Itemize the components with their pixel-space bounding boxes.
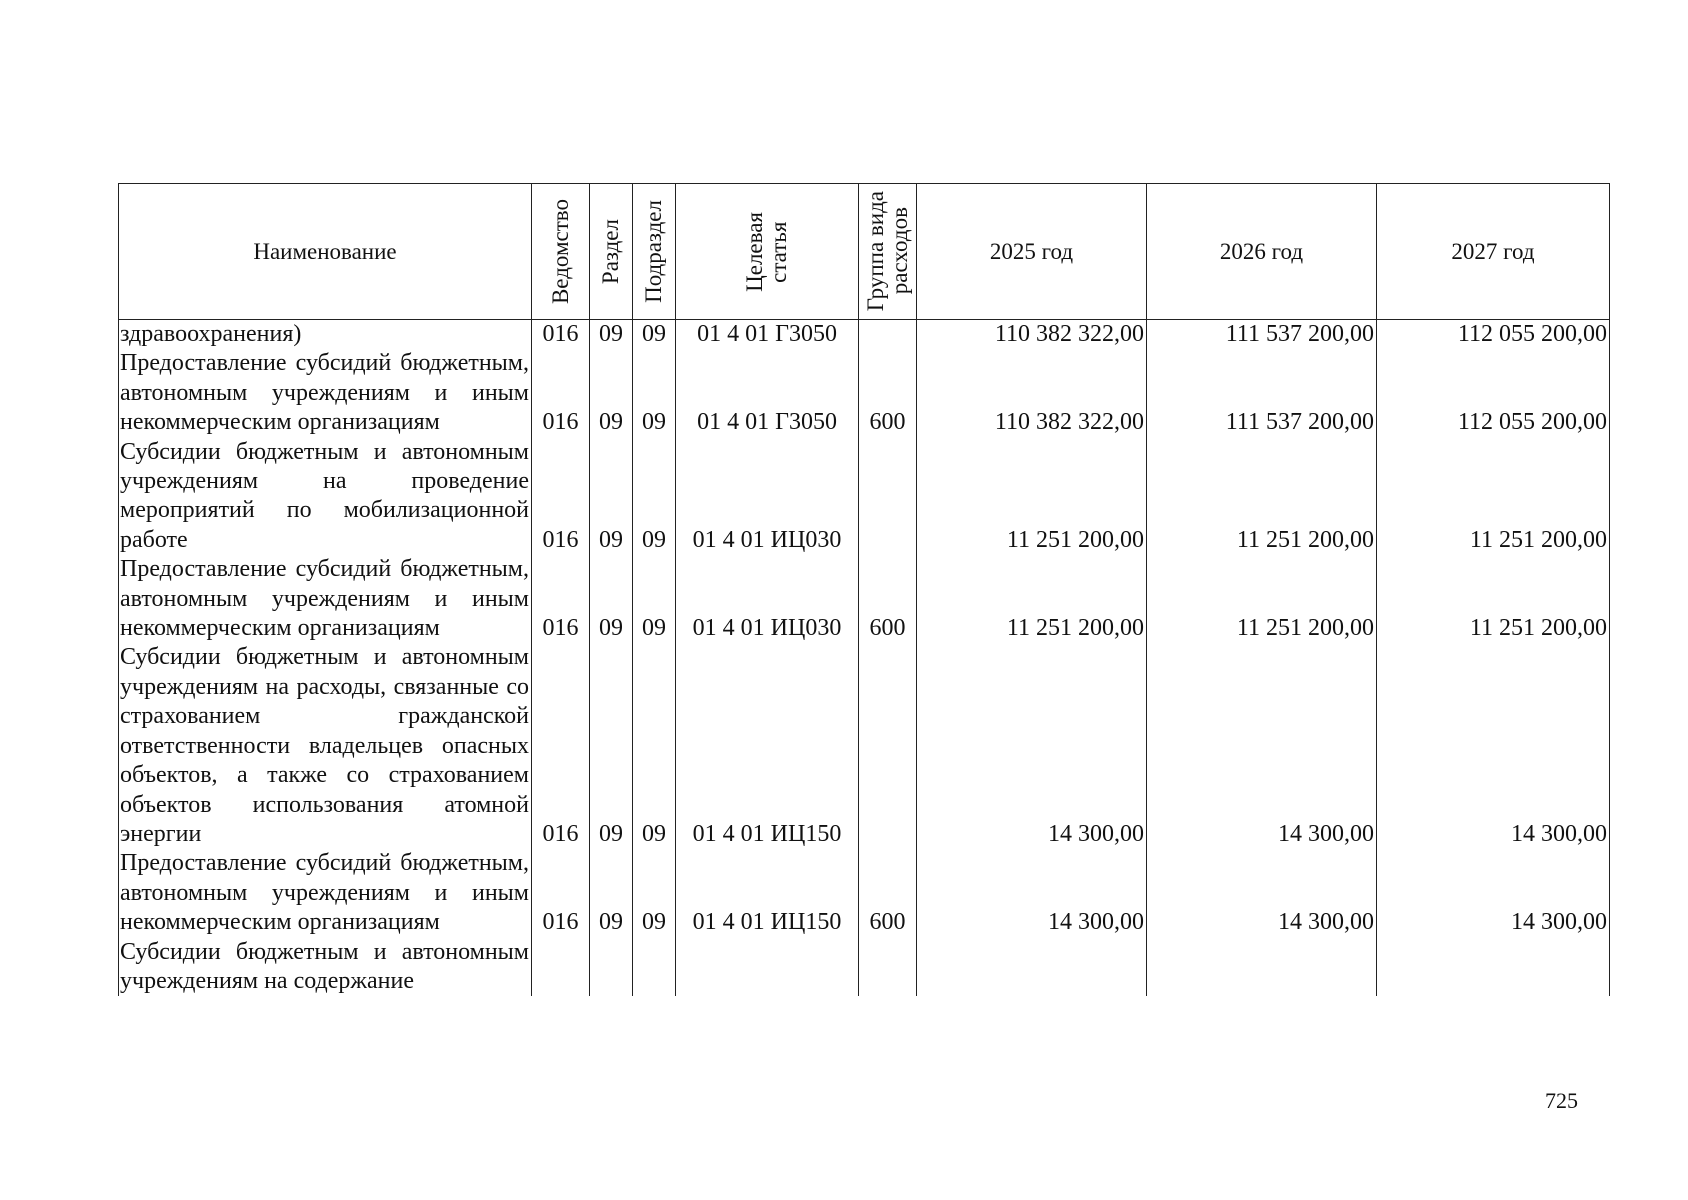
- row-name: Субсидии бюджетным и автономным учреждениям на содержание: [119, 938, 532, 997]
- header-section-label: Раздел: [598, 218, 623, 285]
- header-name: Наименование: [119, 184, 532, 320]
- row-expense-group: 600: [859, 555, 917, 643]
- row-amount-2025: 110 382 322,00: [917, 349, 1147, 437]
- row-amount-2025: 110 382 322,00: [917, 320, 1147, 350]
- row-subsection: 09: [633, 555, 676, 643]
- row-name: Субсидии бюджетным и автономным учреждениям на проведение мероприятий по мобилизационной работе: [119, 438, 532, 556]
- row-target-article: 01 4 01 ИЦ150: [676, 643, 859, 849]
- table-row: [119, 320, 1610, 350]
- row-department: 016: [532, 438, 590, 556]
- header-department: [532, 184, 590, 320]
- header-group-line1: Группа вида: [862, 191, 888, 312]
- row-department: 016: [532, 643, 590, 849]
- row-department: 016: [532, 555, 590, 643]
- row-amount-2026: 14 300,00: [1147, 643, 1377, 849]
- row-expense-group: [859, 643, 917, 849]
- header-subsection-label: Подраздел: [641, 200, 666, 303]
- header-target-line2: статья: [766, 220, 791, 283]
- header-subsection: [633, 184, 676, 320]
- row-department: 016: [532, 349, 590, 437]
- row-section: 09: [590, 643, 633, 849]
- row-expense-group: [859, 320, 917, 350]
- header-expense-group: [859, 184, 917, 320]
- row-subsection: 09: [633, 438, 676, 556]
- row-name: Субсидии бюджетным и автономным учреждениям на расходы, связанные со страхованием гражданской ответственности владельцев опасных объектов, а также со страхованием объектов использования атомной энергии: [119, 643, 532, 849]
- row-subsection: 09: [633, 320, 676, 350]
- row-target-article: 01 4 01 ИЦ030: [676, 555, 859, 643]
- row-subsection: 09: [633, 849, 676, 937]
- row-target-article: 01 4 01 Г3050: [676, 320, 859, 350]
- row-amount-2025: [917, 938, 1147, 997]
- row-subsection: 09: [633, 643, 676, 849]
- table-row: [119, 643, 1610, 849]
- row-department: [532, 938, 590, 997]
- row-name: Предоставление субсидий бюджетным, автономным учреждениям и иным некоммерческим организациям: [119, 849, 532, 937]
- header-department-label: Ведомство: [547, 198, 573, 305]
- row-subsection: [633, 938, 676, 997]
- row-amount-2026: 14 300,00: [1147, 849, 1377, 937]
- row-expense-group: 600: [859, 849, 917, 937]
- row-expense-group: [859, 938, 917, 997]
- row-amount-2027: 11 251 200,00: [1377, 555, 1610, 643]
- row-section: 09: [590, 320, 633, 350]
- header-year-2025: 2025 год: [917, 184, 1147, 320]
- row-amount-2027: [1377, 938, 1610, 997]
- table-row: [119, 849, 1610, 937]
- header-year-2026: 2026 год: [1147, 184, 1377, 320]
- row-name: Предоставление субсидий бюджетным, автономным учреждениям и иным некоммерческим организациям: [119, 555, 532, 643]
- budget-table: [118, 183, 1610, 996]
- header-target-article-label: [743, 212, 791, 292]
- header-year-2027: 2027 год: [1377, 184, 1610, 320]
- row-section: 09: [590, 555, 633, 643]
- header-section: [590, 184, 633, 320]
- row-amount-2026: 111 537 200,00: [1147, 320, 1377, 350]
- table-body: [119, 320, 1610, 997]
- row-amount-2027: 14 300,00: [1377, 849, 1610, 937]
- row-subsection: 09: [633, 349, 676, 437]
- header-expense-group-label: [864, 191, 912, 311]
- row-amount-2025: 14 300,00: [917, 849, 1147, 937]
- row-target-article: 01 4 01 ИЦ030: [676, 438, 859, 556]
- header-group-line2: расходов: [886, 207, 912, 296]
- table-row: [119, 555, 1610, 643]
- row-expense-group: [859, 438, 917, 556]
- row-amount-2027: 14 300,00: [1377, 643, 1610, 849]
- row-name: здравоохранения): [119, 320, 532, 350]
- table-row: [119, 938, 1610, 997]
- row-amount-2025: 14 300,00: [917, 643, 1147, 849]
- row-section: 09: [590, 349, 633, 437]
- header-target-line1: Целевая: [742, 211, 767, 292]
- table-header: [119, 184, 1610, 320]
- row-section: [590, 938, 633, 997]
- row-amount-2027: 112 055 200,00: [1377, 349, 1610, 437]
- row-department: 016: [532, 320, 590, 350]
- row-amount-2025: 11 251 200,00: [917, 555, 1147, 643]
- row-amount-2026: 111 537 200,00: [1147, 349, 1377, 437]
- row-section: 09: [590, 849, 633, 937]
- row-name: Предоставление субсидий бюджетным, автономным учреждениям и иным некоммерческим организациям: [119, 349, 532, 437]
- table-row: [119, 438, 1610, 556]
- row-target-article: [676, 938, 859, 997]
- row-amount-2026: 11 251 200,00: [1147, 438, 1377, 556]
- table-row: [119, 349, 1610, 437]
- row-amount-2026: 11 251 200,00: [1147, 555, 1377, 643]
- row-target-article: 01 4 01 Г3050: [676, 349, 859, 437]
- row-target-article: 01 4 01 ИЦ150: [676, 849, 859, 937]
- row-section: 09: [590, 438, 633, 556]
- header-target-article: [676, 184, 859, 320]
- page-number: 725: [1545, 1088, 1578, 1113]
- row-amount-2027: 11 251 200,00: [1377, 438, 1610, 556]
- row-amount-2025: 11 251 200,00: [917, 438, 1147, 556]
- row-department: 016: [532, 849, 590, 937]
- row-amount-2026: [1147, 938, 1377, 997]
- row-amount-2027: 112 055 200,00: [1377, 320, 1610, 350]
- row-expense-group: 600: [859, 349, 917, 437]
